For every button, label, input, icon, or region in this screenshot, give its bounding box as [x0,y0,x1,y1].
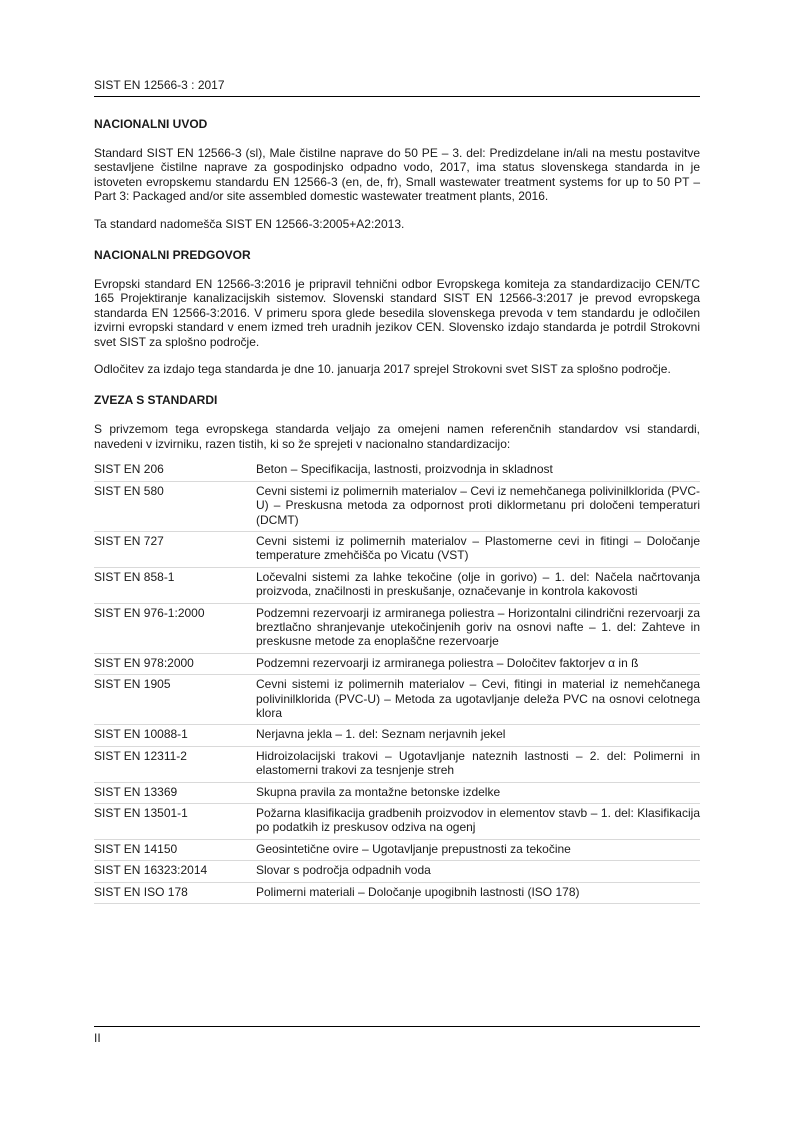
standard-title: Skupna pravila za montažne betonske izdelke [256,782,700,803]
table-row [94,839,700,860]
standard-code: SIST EN ISO 178 [94,882,256,903]
standard-code: SIST EN 580 [94,481,256,531]
standard-code: SIST EN 13369 [94,782,256,803]
standard-title: Požarna klasifikacija gradbenih proizvodov in elementov stavb – 1. del: Klasifikacija po podatkih iz preskusov odziva na ogenj [256,804,700,840]
table-row [94,675,700,725]
table-row [94,481,700,531]
page-footer [94,1026,700,1045]
standard-code: SIST EN 858-1 [94,567,256,603]
table-row [94,567,700,603]
standard-code: SIST EN 1905 [94,675,256,725]
standard-code: SIST EN 206 [94,460,256,481]
table-row [94,746,700,782]
standard-title: Geosintetične ovire – Ugotavljanje prepustnosti za tekočine [256,839,700,860]
table-row [94,861,700,882]
standard-code: SIST EN 976-1:2000 [94,603,256,653]
paragraph: Standard SIST EN 12566-3 (sl), Male čistilne naprave do 50 PE – 3. del: Predizdelane in/ali na mestu postavitve sestavljene čistilne naprave za gospodinjsko odpadno vodo, 2017, ima status slovenskega standarda in je istoveten evropskemu standardu EN 12566-3 (en, de, fr), Small wastewater treatment systems for up to 50 PT – Part 3: Packaged and/or site assembled domestic wastewater treatment plants, 2016. [94,146,700,204]
standard-code: SIST EN 727 [94,531,256,567]
standard-code: SIST EN 13501-1 [94,804,256,840]
standard-title: Nerjavna jekla – 1. del: Seznam nerjavnih jekel [256,725,700,746]
standard-title: Cevni sistemi iz polimernih materialov – Cevi, fitingi in material iz nemehčanega polivinilklorida (PVC-U) – Metoda za ugotavljanje deleža PVC na osnovi celotnega klora [256,675,700,725]
standard-title: Polimerni materiali – Določanje upogibnih lastnosti (ISO 178) [256,882,700,903]
table-row [94,653,700,674]
table-row [94,782,700,803]
table-row [94,603,700,653]
standard-code: SIST EN 12311-2 [94,746,256,782]
document-id: SIST EN 12566-3 : 2017 [94,78,225,92]
paragraph: Odločitev za izdajo tega standarda je dne 10. januarja 2017 sprejel Strokovni svet SIST za splošno področje. [94,362,671,377]
standard-code: SIST EN 14150 [94,839,256,860]
section-heading-predgovor: NACIONALNI PREDGOVOR [94,248,251,263]
standard-title: Cevni sistemi iz polimernih materialov – Cevi iz nemehčanega polivinilklorida (PVC-U) – Preskusna metoda za odpornost proti diklormetanu pri določeni temperaturi (DCMT) [256,481,700,531]
page-number: II [94,1031,101,1045]
page-header [94,78,700,97]
section-heading-zveza: ZVEZA S STANDARDI [94,393,218,408]
table-row [94,725,700,746]
paragraph: S privzemom tega evropskega standarda veljajo za omejeni namen referenčnih standardov vsi standardi, navedeni v izvirniku, razen tistih, ki so že sprejeti v nacionalno standardizacijo: [94,422,700,451]
standard-title: Slovar s področja odpadnih voda [256,861,700,882]
standard-title: Hidroizolacijski trakovi – Ugotavljanje nateznih lastnosti – 2. del: Polimerni in elastomerni trakovi za tesnjenje streh [256,746,700,782]
standard-title: Cevni sistemi iz polimernih materialov – Plastomerne cevi in fitingi – Določanje temperature zmehčišča po Vicatu (VST) [256,531,700,567]
standard-title: Podzemni rezervoarji iz armiranega poliestra – Določitev faktorjev α in ß [256,653,700,674]
table-row [94,531,700,567]
table-row [94,460,700,481]
standard-code: SIST EN 16323:2014 [94,861,256,882]
standard-title: Podzemni rezervoarji iz armiranega poliestra – Horizontalni cilindrični rezervoarji za breztlačno shranjevanje utekočinjenih goriv na osnovi nafte – 1. del: Zahteve in preskusne metode za enoplaščne rezervoarje [256,603,700,653]
standard-title: Ločevalni sistemi za lahke tekočine (olje in gorivo) – 1. del: Načela načrtovanja proizvoda, značilnosti in preskušanje, označevanje in kontrola kakovosti [256,567,700,603]
section-heading-uvod: NACIONALNI UVOD [94,117,208,131]
table-row [94,882,700,903]
paragraph: Ta standard nadomešča SIST EN 12566-3:2005+A2:2013. [94,216,405,231]
standard-title: Beton – Specifikacija, lastnosti, proizvodnja in skladnost [256,460,700,481]
table-row [94,804,700,840]
paragraph: Evropski standard EN 12566-3:2016 je pripravil tehnični odbor Evropskega komiteja za standardizacijo CEN/TC 165 Projektiranje kanalizacijskih sistemov. Slovenski standard SIST EN 12566-3:2017 je prevod evropskega standarda EN 12566-3:2016. V primeru spora glede besedila slovenskega prevoda v tem standardu je odločilen izvirni evropski standard v enem izmed treh uradnih jezikov CEN. Slovensko izdajo standarda je potrdil Strokovni svet SIST za splošno področje. [94,277,700,349]
standard-code: SIST EN 10088-1 [94,725,256,746]
reference-standards-table [94,460,700,904]
standard-code: SIST EN 978:2000 [94,653,256,674]
page-content [94,117,700,904]
